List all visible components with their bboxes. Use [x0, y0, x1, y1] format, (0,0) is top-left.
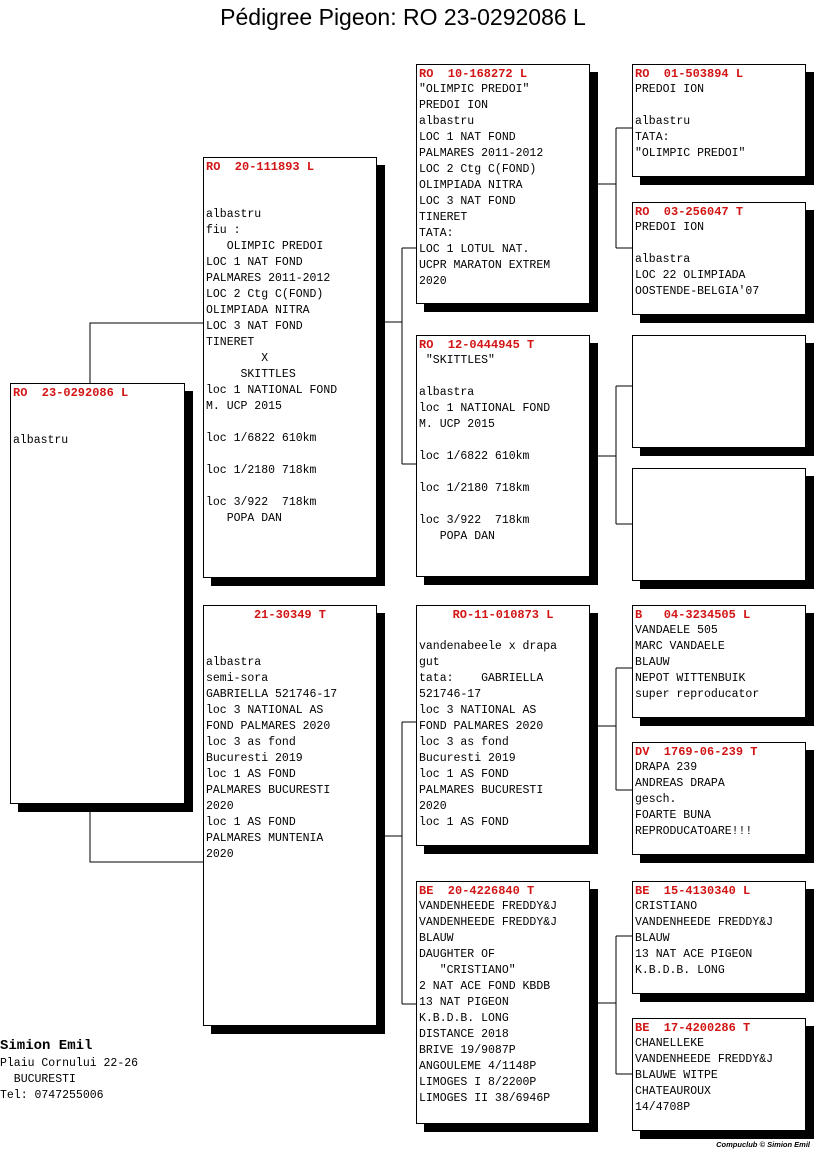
pigeon-card-sire — [203, 157, 377, 578]
note-line — [206, 447, 374, 463]
note-line: TATA: — [635, 131, 670, 144]
page-title: Pédigree Pigeon: RO 23-0292086 L — [220, 4, 586, 30]
note-line: albastra — [206, 656, 262, 669]
note-line: PALMARES 2011-2012 — [419, 147, 544, 160]
pigeon-card-ds-sire — [632, 605, 806, 718]
pigeon-card-sd-sire — [632, 335, 806, 448]
note-line: X — [206, 352, 269, 365]
note-line: POPA DAN — [419, 530, 495, 543]
note-line: albastra — [635, 253, 691, 266]
pigeon-card-ss-sire — [632, 64, 806, 177]
note-line: loc 3 NATIONAL AS — [206, 704, 324, 717]
note-line — [419, 465, 587, 481]
note-line — [635, 98, 803, 114]
note-line: LIMOGES II 38/6946P — [419, 1092, 551, 1105]
note-line: albastru — [635, 115, 691, 128]
note-line: GABRIELLA 521746-17 — [206, 688, 338, 701]
note-line: 521746-17 — [419, 688, 482, 701]
note-line: 2020 — [419, 275, 447, 288]
note-line: vandenabeele x drapa — [419, 640, 558, 653]
note-line: BRIVE 19/9087P — [419, 1044, 516, 1057]
note-line — [206, 623, 374, 639]
note-line: OLIMPIC PREDOI — [206, 240, 324, 253]
pigeon-card-dd-dam — [632, 1018, 806, 1131]
note-line: MARC VANDAELE — [635, 640, 725, 653]
note-line: M. UCP 2015 — [206, 400, 282, 413]
note-line: LOC 1 NAT FOND — [419, 131, 516, 144]
note-line: "OLIMPIC PREDOI" — [419, 83, 530, 96]
pigeon-notes — [635, 220, 803, 300]
ring-number: BE 15-4130340 L — [635, 884, 751, 898]
note-line: M. UCP 2015 — [419, 418, 495, 431]
note-line: loc 1/2180 718km — [206, 464, 317, 477]
note-line: gut — [419, 656, 440, 669]
note-line: PREDOI ION — [419, 99, 489, 112]
ring-number: RO 20-111893 L — [206, 160, 315, 174]
ring-number: RO 03-256047 T — [635, 205, 744, 219]
note-line: VANDENHEEDE FREDDY&J — [419, 900, 558, 913]
note-line: K.B.D.B. LONG — [635, 964, 725, 977]
ring-number: DV 1769-06-239 T — [635, 745, 758, 759]
note-line: loc 1 AS FOND — [419, 768, 509, 781]
note-line — [419, 497, 587, 513]
note-line: FOND PALMARES 2020 — [206, 720, 331, 733]
note-line: "SKITTLES" — [419, 354, 495, 367]
pigeon-notes — [635, 1036, 803, 1116]
note-line: FOARTE BUNA — [635, 809, 711, 822]
note-line — [419, 369, 587, 385]
pigeon-notes — [206, 175, 374, 527]
note-line: LOC 22 OLIMPIADA — [635, 269, 746, 282]
note-line: 2020 — [419, 800, 447, 813]
note-line: loc 1 NATIONAL FOND — [419, 402, 551, 415]
note-line: gesch. — [635, 793, 677, 806]
note-line: ANGOULEME 4/1148P — [419, 1060, 537, 1073]
note-line: NEPOT WITTENBUIK — [635, 672, 746, 685]
note-line: loc 1/2180 718km — [419, 482, 530, 495]
note-line: PALMARES BUCURESTI — [206, 784, 331, 797]
pigeon-notes — [419, 82, 587, 290]
note-line: LOC 1 LOTUL NAT. — [419, 243, 530, 256]
note-line: 13 NAT PIGEON — [419, 996, 509, 1009]
note-line: loc 1 AS FOND — [206, 768, 296, 781]
ring-number: B 04-3234505 L — [635, 608, 751, 622]
note-line: POPA DAN — [206, 512, 282, 525]
pigeon-card-dam-sire — [416, 605, 590, 846]
ring-number: RO 10-168272 L — [419, 67, 528, 81]
pigeon-card-dam-dam — [416, 881, 590, 1124]
ring-number: RO 12-0444945 T — [419, 338, 535, 352]
pigeon-card-subject — [10, 383, 185, 804]
note-line: loc 3/922 718km — [419, 514, 530, 527]
note-line — [419, 623, 587, 639]
note-line: VANDENHEEDE FREDDY&J — [635, 1053, 774, 1066]
note-line: CRISTIANO — [635, 900, 698, 913]
note-line: REPRODUCATOARE!!! — [635, 825, 753, 838]
note-line: FOND PALMARES 2020 — [419, 720, 544, 733]
note-line: UCPR MARATON EXTREM — [419, 259, 551, 272]
ring-number: RO 23-0292086 L — [13, 386, 129, 400]
note-line — [206, 415, 374, 431]
note-line — [635, 236, 803, 252]
note-line: 2020 — [206, 848, 234, 861]
pigeon-notes — [635, 82, 803, 162]
pigeon-notes — [635, 623, 803, 703]
ring-number: BE 17-4200286 T — [635, 1021, 751, 1035]
note-line: BLAUW — [419, 932, 454, 945]
note-line: LOC 3 NAT FOND — [419, 195, 516, 208]
note-line: tata: GABRIELLA — [419, 672, 544, 685]
pigeon-notes — [419, 353, 587, 545]
note-line: PREDOI ION — [635, 221, 705, 234]
note-line — [206, 479, 374, 495]
note-line: loc 3 as fond — [206, 736, 296, 749]
note-line: DRAPA 239 — [635, 761, 698, 774]
note-line: Bucuresti 2019 — [206, 752, 303, 765]
address-line: Tel: 0747255006 — [0, 1089, 104, 1102]
note-line: fiu : — [206, 224, 241, 237]
owner-info — [0, 1036, 138, 1104]
note-line — [419, 433, 587, 449]
ring-number: RO-11-010873 L — [452, 608, 554, 622]
note-line: albastra — [419, 386, 475, 399]
note-line: ANDREAS DRAPA — [635, 777, 725, 790]
ring-number: RO 01-503894 L — [635, 67, 744, 81]
note-line: loc 3/922 718km — [206, 496, 317, 509]
pigeon-notes — [419, 623, 587, 831]
address-line: Plaiu Cornului 22-26 — [0, 1057, 139, 1070]
note-line: Bucuresti 2019 — [419, 752, 516, 765]
note-line: VANDAELE 505 — [635, 624, 718, 637]
note-line: albastru — [13, 434, 69, 447]
note-line: DAUGHTER OF — [419, 948, 495, 961]
note-line: CHANELLEKE — [635, 1037, 705, 1050]
pigeon-card-sd-dam — [632, 468, 806, 581]
pigeon-notes — [13, 401, 182, 449]
note-line: PREDOI ION — [635, 83, 705, 96]
pigeon-notes — [206, 623, 374, 863]
note-line: LIMOGES I 8/2200P — [419, 1076, 537, 1089]
note-line: BLAUW — [635, 932, 670, 945]
note-line: TATA: — [419, 227, 454, 240]
note-line: 13 NAT ACE PIGEON — [635, 948, 753, 961]
note-line — [206, 175, 374, 191]
note-line — [206, 191, 374, 207]
note-line: LOC 1 NAT FOND — [206, 256, 303, 269]
pigeon-card-dd-sire — [632, 881, 806, 994]
note-line: 2020 — [206, 800, 234, 813]
note-line: "OLIMPIC PREDOI" — [635, 147, 746, 160]
note-line: loc 1/6822 610km — [206, 432, 317, 445]
note-line: 2 NAT ACE FOND KBDB — [419, 980, 551, 993]
pigeon-card-dam — [203, 605, 377, 1026]
note-line: 14/4708P — [635, 1101, 691, 1114]
note-line: PALMARES BUCURESTI — [419, 784, 544, 797]
note-line: LOC 2 Ctg C(FOND) — [206, 288, 324, 301]
note-line: albastru — [206, 208, 262, 221]
note-line: K.B.D.B. LONG — [419, 1012, 509, 1025]
note-line: super reproducator — [635, 688, 760, 701]
note-line: loc 1 AS FOND — [206, 816, 296, 829]
note-line — [13, 417, 182, 433]
ring-number: 21-30349 T — [253, 608, 326, 622]
note-line: OOSTENDE-BELGIA'07 — [635, 285, 760, 298]
note-line: loc 1 AS FOND — [419, 816, 509, 829]
note-line: loc 1/6822 610km — [419, 450, 530, 463]
note-line: SKITTLES — [206, 368, 296, 381]
note-line: VANDENHEEDE FREDDY&J — [635, 916, 774, 929]
note-line: CHATEAUROUX — [635, 1085, 711, 1098]
owner-name: Simion Emil — [0, 1038, 93, 1054]
note-line: DISTANCE 2018 — [419, 1028, 509, 1041]
note-line: OLIMPIADA NITRA — [419, 179, 523, 192]
pigeon-notes — [419, 899, 587, 1107]
note-line: semi-sora — [206, 672, 269, 685]
note-line — [206, 639, 374, 655]
note-line: OLIMPIADA NITRA — [206, 304, 310, 317]
note-line: PALMARES 2011-2012 — [206, 272, 331, 285]
ring-number: BE 20-4226840 T — [419, 884, 535, 898]
note-line: loc 1 NATIONAL FOND — [206, 384, 338, 397]
note-line: BLAUW — [635, 656, 670, 669]
note-line: TINERET — [419, 211, 468, 224]
address-line: BUCURESTI — [0, 1073, 76, 1086]
pigeon-notes — [635, 899, 803, 979]
pigeon-card-sire-dam — [416, 335, 590, 577]
owner-address — [0, 1056, 138, 1104]
note-line: PALMARES MUNTENIA — [206, 832, 324, 845]
note-line: TINERET — [206, 336, 255, 349]
note-line: LOC 3 NAT FOND — [206, 320, 303, 333]
note-line: albastru — [419, 115, 475, 128]
note-line: BLAUWE WITPE — [635, 1069, 718, 1082]
note-line: loc 3 NATIONAL AS — [419, 704, 537, 717]
pigeon-card-ds-dam — [632, 742, 806, 855]
pigeon-card-sire-sire — [416, 64, 590, 304]
note-line: LOC 2 Ctg C(FOND) — [419, 163, 537, 176]
footer-credit: Compuclub © Simion Emil — [716, 1140, 810, 1149]
note-line: "CRISTIANO" — [419, 964, 516, 977]
note-line: VANDENHEEDE FREDDY&J — [419, 916, 558, 929]
note-line — [13, 401, 182, 417]
pigeon-notes — [635, 760, 803, 840]
pigeon-card-ss-dam — [632, 202, 806, 315]
note-line: loc 3 as fond — [419, 736, 509, 749]
